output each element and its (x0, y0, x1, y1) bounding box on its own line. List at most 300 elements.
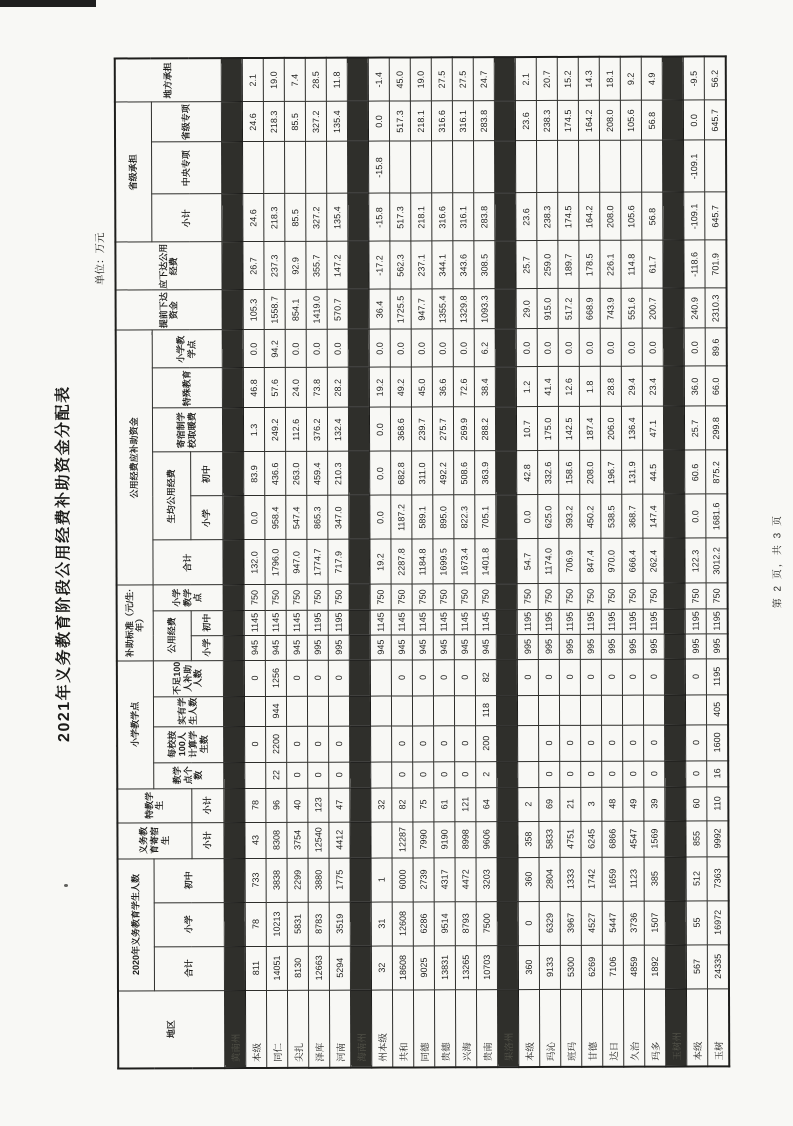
data-cell: 1681.6 (705, 494, 727, 538)
data-cell: 26.7 (242, 242, 263, 290)
data-cell: 0 (559, 659, 580, 695)
data-cell: 0.0 (579, 329, 600, 367)
data-cell: 1333 (560, 857, 581, 901)
data-cell: 237.1 (410, 241, 431, 289)
data-cell: 945 (412, 634, 433, 659)
data-cell: 28.8 (600, 367, 621, 407)
data-cell: 0.0 (285, 330, 306, 368)
data-cell: 1329.8 (453, 289, 474, 329)
data-cell: 750 (517, 584, 538, 609)
data-cell: 970.0 (600, 539, 621, 584)
data-cell: -17.2 (368, 242, 389, 290)
data-cell: 0 (433, 725, 454, 761)
data-cell: 750 (265, 585, 286, 610)
data-cell: 436.6 (264, 452, 285, 496)
data-cell: 0 (391, 725, 412, 761)
data-cell: 2 (517, 787, 538, 821)
data-cell: 4859 (623, 945, 644, 989)
data-cell: 945 (370, 635, 391, 660)
data-cell: 11.8 (326, 58, 347, 102)
data-cell: 750 (706, 583, 728, 608)
header-cell: 省级承担 (115, 102, 151, 242)
data-cell (497, 901, 518, 945)
data-cell: 1145 (412, 609, 433, 634)
data-cell: 6286 (413, 901, 434, 945)
header-cell: 中央专项 (151, 142, 221, 194)
data-cell (349, 762, 370, 788)
data-cell: 0 (412, 725, 433, 761)
data-cell: 218.1 (410, 101, 431, 141)
data-cell: 66.0 (705, 366, 727, 406)
data-cell: 1184.8 (411, 539, 432, 584)
data-cell: 135.4 (326, 102, 347, 142)
data-cell: 0 (286, 762, 307, 788)
data-cell: 122.3 (684, 538, 705, 583)
header-cell: 应下达公用经费 (115, 242, 221, 290)
data-cell: 49.2 (390, 367, 411, 407)
header-cell: 小学 (190, 496, 222, 540)
data-cell: 36.0 (684, 366, 705, 406)
data-cell: 85.5 (284, 102, 305, 142)
data-cell: 717.9 (327, 540, 348, 585)
data-cell (663, 538, 684, 583)
region-cell: 久治 (623, 989, 644, 1067)
data-cell (643, 695, 664, 725)
data-cell: 327.2 (305, 102, 326, 142)
data-cell: 6329 (539, 901, 560, 945)
data-cell: 945 (454, 634, 475, 659)
data-cell: 4751 (559, 821, 580, 857)
data-cell: 56.2 (704, 56, 726, 100)
data-cell: 20.7 (536, 57, 557, 101)
data-cell: 0 (244, 726, 265, 762)
data-cell: 27.5 (431, 57, 452, 101)
data-cell: 16972 (707, 900, 729, 944)
data-cell: 705.1 (474, 495, 495, 539)
data-cell: 1195 (517, 609, 538, 634)
data-cell: 4.9 (641, 57, 662, 101)
data-cell: -15.8 (368, 142, 389, 194)
data-cell: 0 (559, 761, 580, 787)
data-cell (497, 857, 518, 901)
data-cell: 822.3 (453, 495, 474, 539)
data-cell: 0 (391, 761, 412, 787)
data-cell: 0 (685, 760, 706, 786)
region-cell: 贵德 (434, 989, 455, 1067)
data-cell: 995 (706, 633, 728, 658)
data-cell (350, 946, 371, 990)
data-cell: 0.0 (621, 329, 642, 367)
data-cell: 995 (580, 634, 601, 659)
data-cell: 7990 (412, 821, 433, 857)
data-cell (663, 494, 684, 538)
data-cell (224, 858, 245, 902)
header-cell: 公用经费应补助资金 (116, 330, 153, 585)
region-cell: 同德 (413, 989, 434, 1067)
data-cell: 27.5 (452, 57, 473, 101)
data-cell: 5300 (560, 945, 581, 989)
data-cell (496, 821, 517, 857)
data-cell: 15.2 (557, 57, 578, 101)
data-cell: 12.6 (558, 367, 579, 407)
data-cell (223, 726, 244, 762)
allocation-table (114, 55, 730, 1069)
data-cell: 0 (643, 725, 664, 761)
header-cell: 初中 (191, 610, 223, 635)
data-cell: 9514 (434, 901, 455, 945)
data-cell (348, 408, 369, 452)
header-cell: 小学教学点 (117, 660, 153, 788)
data-cell: 121 (454, 787, 475, 821)
data-cell (663, 328, 684, 366)
data-cell: 0 (412, 659, 433, 695)
data-cell: -9.5 (683, 56, 704, 100)
header-cell: 实有学生人数 (153, 696, 223, 726)
data-cell: 0.0 (600, 329, 621, 367)
data-cell: 750 (391, 584, 412, 609)
header-cell: 特殊教育 (152, 368, 222, 408)
data-cell: 1145 (370, 610, 391, 635)
data-cell (347, 242, 368, 290)
data-cell: 2804 (539, 857, 560, 901)
data-cell: 1195 (601, 609, 622, 634)
data-cell: 1145 (244, 610, 265, 635)
region-cell: 达日 (602, 989, 623, 1067)
data-cell (221, 194, 242, 242)
data-cell: 47 (328, 788, 349, 822)
data-cell: 208.0 (599, 193, 620, 241)
data-cell: 6000 (392, 857, 413, 901)
data-cell: 750 (601, 584, 622, 609)
data-cell (665, 901, 686, 945)
region-cell: 泽库 (308, 990, 329, 1068)
data-cell: 1.3 (243, 408, 264, 452)
data-cell (223, 788, 244, 822)
data-cell: 3012.2 (705, 538, 727, 583)
data-cell: 36.4 (369, 290, 390, 330)
data-cell: 2739 (413, 857, 434, 901)
data-cell: 567 (686, 944, 707, 988)
data-cell: 0.0 (390, 329, 411, 367)
data-cell: 311.0 (411, 451, 432, 495)
data-cell: 200.7 (642, 289, 663, 329)
data-cell: 269.9 (453, 407, 474, 451)
data-cell (348, 496, 369, 540)
region-cell: 本级 (518, 989, 539, 1067)
data-cell: 83.9 (243, 452, 264, 496)
region-cell: 同仁 (266, 990, 287, 1068)
header-cell: 提前下达资金 (116, 290, 222, 330)
data-cell (664, 583, 685, 608)
data-cell (538, 695, 559, 725)
data-cell: 0 (622, 761, 643, 787)
header-row (115, 58, 155, 1068)
data-cell (222, 540, 243, 585)
header-cell: 合计 (152, 540, 222, 585)
data-cell: 589.1 (411, 495, 432, 539)
data-cell: 492.2 (432, 451, 453, 495)
data-cell: 0.0 (327, 330, 348, 368)
data-cell: 24.6 (242, 194, 263, 242)
data-cell: 316.6 (431, 193, 452, 241)
data-cell: -109.1 (683, 192, 704, 240)
data-cell (496, 659, 517, 695)
data-cell (664, 634, 685, 659)
data-cell: 56.8 (641, 193, 662, 241)
data-cell: 1195 (538, 609, 559, 634)
header-cell: 小学 (191, 635, 223, 660)
data-cell: -109.1 (683, 140, 704, 192)
data-cell (494, 101, 515, 141)
data-cell: 733 (245, 858, 266, 902)
data-cell: 32 (370, 788, 391, 822)
data-cell: 0.0 (432, 329, 453, 367)
document-title: 2021年义务教育阶段公用经费补助资金分配表 (54, 385, 74, 743)
data-cell: 132.0 (243, 540, 264, 585)
data-cell (350, 858, 371, 902)
data-cell: 0.0 (558, 329, 579, 367)
data-cell (496, 695, 517, 725)
region-cell: 本级 (686, 988, 707, 1066)
data-cell (663, 406, 684, 450)
data-cell: 3754 (286, 822, 307, 858)
data-cell: 262.4 (642, 539, 663, 584)
data-cell: 24.0 (285, 368, 306, 408)
data-cell (349, 660, 370, 696)
data-cell: 0.0 (306, 330, 327, 368)
data-cell: 9606 (475, 821, 496, 857)
data-cell: 0.0 (453, 329, 474, 367)
data-cell: 158.6 (558, 451, 579, 495)
data-cell (662, 140, 683, 192)
data-cell: 450.2 (579, 495, 600, 539)
data-cell: 25.7 (684, 406, 705, 450)
data-cell: 1796.0 (264, 540, 285, 585)
data-cell (222, 330, 243, 368)
data-cell: 512 (686, 856, 707, 900)
data-cell: 0.0 (537, 329, 558, 367)
data-cell (328, 696, 349, 726)
data-cell: 8793 (455, 901, 476, 945)
data-cell: 9190 (433, 821, 454, 857)
data-cell: 13265 (455, 945, 476, 989)
header-cell: 省级专项 (151, 102, 221, 142)
header-cell: 小学教学点 (152, 330, 222, 368)
data-cell: 208.0 (579, 451, 600, 495)
data-cell: 69 (538, 787, 559, 821)
data-cell: 24335 (707, 944, 729, 988)
data-cell: 16 (706, 760, 728, 786)
data-cell: 750 (643, 584, 664, 609)
data-cell: 668.9 (579, 289, 600, 329)
data-cell: 0.0 (684, 328, 705, 366)
data-cell: 645.7 (704, 192, 726, 240)
data-cell: 6269 (581, 945, 602, 989)
table-body (221, 56, 729, 1068)
data-cell: 750 (244, 585, 265, 610)
data-cell: 39 (643, 787, 664, 821)
data-cell: 666.4 (621, 539, 642, 584)
data-cell: 945 (391, 634, 412, 659)
data-cell: 1145 (475, 609, 496, 634)
data-cell: 78 (244, 788, 265, 822)
data-cell (244, 762, 265, 788)
data-cell: 895.0 (432, 495, 453, 539)
header-cell: 不足100人补助人数 (153, 660, 223, 696)
data-cell (349, 585, 370, 610)
data-cell: 1673.4 (453, 539, 474, 584)
data-cell (664, 659, 685, 695)
data-cell: 46.8 (243, 368, 264, 408)
data-cell: 123 (307, 788, 328, 822)
data-cell: 299.8 (705, 406, 727, 450)
data-cell: 189.7 (557, 241, 578, 289)
data-cell: 8308 (265, 822, 286, 858)
data-cell (347, 102, 368, 142)
data-cell: 1.2 (516, 367, 537, 407)
data-cell: 136.4 (621, 407, 642, 451)
data-cell: 995 (601, 634, 622, 659)
data-cell: 147.2 (326, 242, 347, 290)
data-cell: 947.7 (411, 289, 432, 329)
data-cell (224, 946, 245, 990)
data-cell: 363.9 (474, 451, 495, 495)
data-cell: 25.7 (515, 241, 536, 289)
data-cell: 47.1 (642, 407, 663, 451)
data-cell: 135.4 (326, 194, 347, 242)
header-cell: 特教学生 (117, 788, 191, 822)
data-cell: 1145 (286, 610, 307, 635)
data-cell: 18.1 (599, 57, 620, 101)
data-cell: 945 (433, 634, 454, 659)
data-cell (370, 726, 391, 762)
region-cell: 果洛州 (497, 989, 518, 1067)
data-cell: 854.1 (285, 290, 306, 330)
page-number: 第 2 页，共 3 页 (771, 514, 784, 609)
data-cell: 4547 (622, 821, 643, 857)
data-cell: 743.9 (600, 289, 621, 329)
data-cell: 12608 (392, 901, 413, 945)
data-cell (244, 696, 265, 726)
data-cell: 750 (307, 585, 328, 610)
data-cell: 750 (412, 584, 433, 609)
data-cell: 347.0 (327, 496, 348, 540)
data-cell: 19.0 (410, 57, 431, 101)
data-cell: 9133 (539, 945, 560, 989)
data-cell (222, 368, 243, 408)
data-cell: 1401.8 (474, 539, 495, 584)
data-cell: 14051 (266, 946, 287, 990)
header-cell: 每校按100人计算学生数 (153, 726, 223, 762)
data-cell (349, 822, 370, 858)
header-cell: 小计 (151, 194, 221, 242)
data-cell: 259.0 (536, 241, 557, 289)
data-cell (473, 141, 494, 193)
data-cell: 0 (391, 659, 412, 695)
data-cell: 0 (601, 725, 622, 761)
data-cell: 358 (517, 821, 538, 857)
data-cell: 947.0 (285, 540, 306, 585)
data-cell: 18608 (392, 945, 413, 989)
data-cell: 164.2 (578, 101, 599, 141)
data-cell (663, 366, 684, 406)
data-cell: 316.6 (431, 101, 452, 141)
data-cell (348, 540, 369, 585)
data-cell: 1256 (265, 660, 286, 696)
data-cell: 750 (370, 585, 391, 610)
data-cell: 508.6 (453, 451, 474, 495)
data-cell (495, 407, 516, 451)
data-cell: -15.8 (368, 194, 389, 242)
data-cell: 283.8 (473, 101, 494, 141)
data-cell: 38.4 (474, 367, 495, 407)
data-cell: 238.3 (536, 101, 557, 141)
data-cell: 1742 (581, 857, 602, 901)
data-cell (221, 242, 242, 290)
header-cell: 生均公用经费 (152, 452, 190, 540)
data-cell: 376.2 (306, 408, 327, 452)
data-cell (662, 240, 683, 288)
data-cell: 995 (328, 635, 349, 660)
data-cell: 105.3 (243, 290, 264, 330)
data-cell: 682.8 (390, 451, 411, 495)
data-cell: -118.6 (683, 240, 704, 288)
data-cell: 865.3 (306, 496, 327, 540)
data-cell (391, 695, 412, 725)
data-cell: 240.9 (684, 288, 705, 328)
data-cell: 706.9 (558, 539, 579, 584)
data-cell (494, 141, 515, 193)
data-cell: 23.4 (642, 367, 663, 407)
data-cell: 7500 (476, 901, 497, 945)
data-cell: 0 (517, 659, 538, 695)
data-cell: 5294 (329, 946, 350, 990)
data-cell: 210.3 (327, 452, 348, 496)
data-cell: 517.3 (389, 193, 410, 241)
data-cell (223, 635, 244, 660)
data-cell (222, 408, 243, 452)
data-cell: 0 (622, 725, 643, 761)
data-cell: 944 (265, 696, 286, 726)
data-cell: 1145 (391, 609, 412, 634)
header-cell: 小计 (191, 822, 223, 858)
table-header (115, 58, 225, 1068)
data-cell (599, 141, 620, 193)
data-cell: 517.2 (558, 289, 579, 329)
data-cell: 9992 (706, 820, 728, 856)
data-cell: 5447 (602, 901, 623, 945)
header-cell: 小学教学点 (153, 585, 223, 610)
data-cell (223, 660, 244, 696)
data-cell: 4412 (328, 822, 349, 858)
data-cell: 131.9 (621, 451, 642, 495)
data-cell (622, 695, 643, 725)
data-cell: 6245 (580, 821, 601, 857)
data-cell: 5831 (287, 902, 308, 946)
data-cell: 12287 (391, 821, 412, 857)
data-cell: 0 (307, 762, 328, 788)
header-cell: 初中 (190, 452, 222, 496)
data-cell: 1195 (685, 608, 706, 633)
data-cell: 0 (307, 726, 328, 762)
data-cell: 0 (328, 726, 349, 762)
data-cell: 0 (328, 660, 349, 696)
header-cell: 小计 (191, 788, 223, 822)
data-cell: 48 (601, 787, 622, 821)
data-cell: 393.2 (558, 495, 579, 539)
data-cell (412, 695, 433, 725)
data-cell: 5833 (538, 821, 559, 857)
